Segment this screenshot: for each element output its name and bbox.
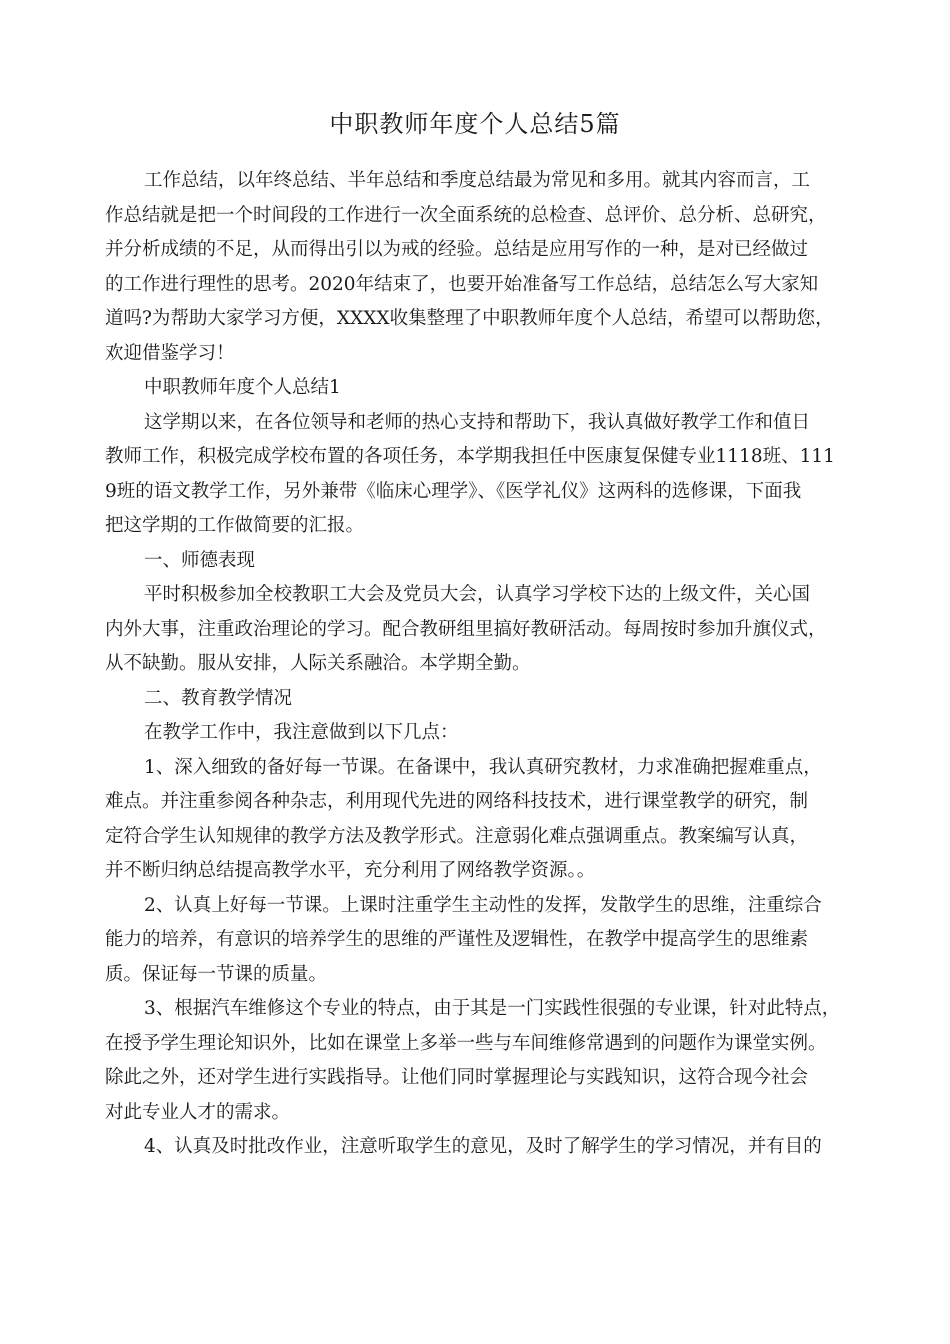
text-line: 从不缺勤。服从安排，人际关系融洽。本学期全勤。: [105, 653, 531, 674]
text-line: 的工作进行理性的思考。2020年结束了，也要开始准备写工作总结，总结怎么写大家知: [105, 273, 819, 295]
text-line: 9班的语文教学工作，另外兼带《临床心理学》、《医学礼仪》这两科的选修课，下面我: [105, 480, 802, 502]
text-line: 平时积极参加全校教职工大会及党员大会，认真学习学校下达的上级文件，关心国: [144, 584, 811, 605]
text-line: 定符合学生认知规律的教学方法及教学形式。注意弱化难点强调重点。教案编写认真，: [105, 825, 809, 847]
text-line: 在教学工作中，我注意做到以下几点：: [144, 722, 459, 743]
text-line: 欢迎借鉴学习！: [105, 342, 235, 364]
text-line: 内外大事，注重政治理论的学习。配合教研组里搞好教研活动。每周按时参加升旗仪式，: [105, 618, 827, 640]
text-line: 二、教育教学情况: [144, 687, 293, 709]
text-line: 作总结就是把一个时间段的工作进行一次全面系统的总检查、总评价、总分析、总研究，: [105, 204, 827, 226]
text-line: 工作总结，以年终总结、半年总结和季度总结最为常见和多用。就其内容而言，工: [144, 170, 811, 191]
text-line: 在授予学生理论知识外，比如在课堂上多举一些与车间维修常遇到的问题作为课堂实例。: [105, 1032, 827, 1054]
text-line: 4、认真及时批改作业，注意听取学生的意见，及时了解学生的学习情况，并有目的: [144, 1136, 822, 1157]
text-line: 难点。并注重参阅各种杂志，利用现代先进的网络科技技术，进行课堂教学的研究，制: [105, 791, 809, 812]
text-line: 质。保证每一节课的质量。: [105, 963, 328, 985]
text-line: 3、根据汽车维修这个专业的特点，由于其是一门实践性很强的专业课，针对此特点，: [144, 998, 841, 1019]
text-line: 一、师德表现: [144, 549, 256, 571]
text-line: 教师工作，积极完成学校布置的各项任务，本学期我担任中医康复保健专业1118班、111: [105, 446, 835, 467]
text-line: 能力的培养，有意识的培养学生的思维的严谨性及逻辑性，在教学中提高学生的思维素: [105, 929, 809, 950]
text-line: 并不断归纳总结提高教学水平，充分利用了网络教学资源。。: [105, 860, 596, 881]
text-line: 中职教师年度个人总结1: [144, 377, 341, 398]
text-line: 1、深入细致的备好每一节课。在备课中，我认真研究教材，力求准确把握难重点，: [144, 756, 822, 778]
text-line: 这学期以来，在各位领导和老师的热心支持和帮助下，我认真做好教学工作和值日: [144, 411, 811, 433]
document-body: [105, 164, 865, 1165]
document-title: 中职教师年度个人总结5篇: [329, 110, 621, 138]
text-line: 并分析成绩的不足，从而得出引以为戒的经验。总结是应用写作的一种，是对已经做过: [105, 239, 809, 260]
text-line: 道吗?为帮助大家学习方便，XXXX收集整理了中职教师年度个人总结，希望可以帮助您，: [105, 308, 834, 329]
text-line: 把这学期的工作做简要的汇报。: [105, 515, 365, 536]
text-line: 除此之外，还对学生进行实践指导。让他们同时掌握理论与实践知识，这符合现今社会: [105, 1067, 809, 1088]
text-line: 对此专业人才的需求。: [105, 1101, 291, 1123]
text-line: 2、认真上好每一节课。上课时注重学生主动性的发挥，发散学生的思维，注重综合: [144, 894, 822, 916]
